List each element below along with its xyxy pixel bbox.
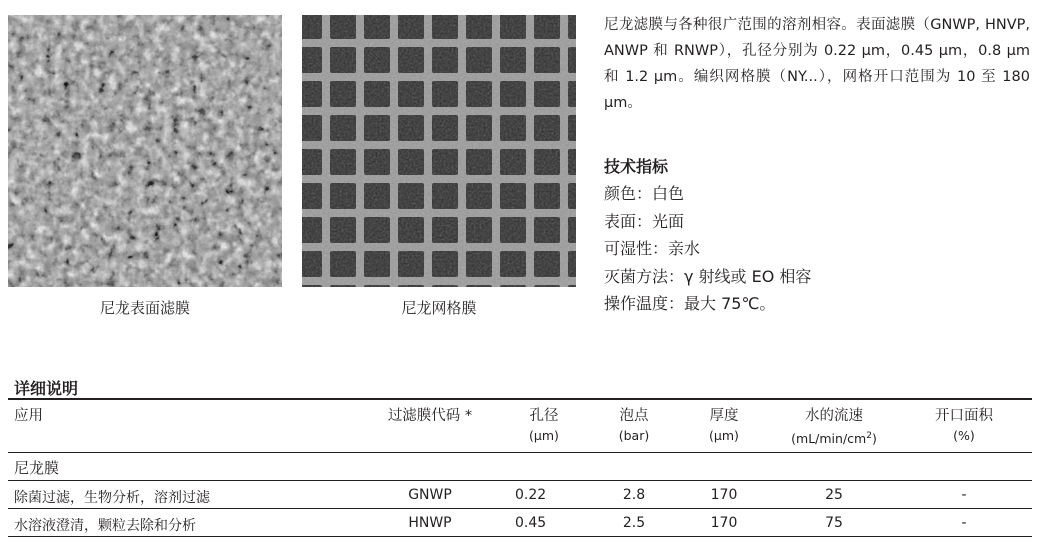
header-flow-rate: 水的流速 $(mL/\min/cm^2)$	[791, 408, 877, 447]
details-title: 详细说明	[14, 379, 79, 398]
row2-bubble: 2.5	[622, 515, 646, 531]
intro-paragraph: 尼龙滤膜与各种很广范围的溶剂相容。表面滤膜（GNWP, HNVP, ANWP 和 RNWP），孔径分别为 0.22 µm，0.45 µm，0.8 µm 和 1.2 µm。编织网格膜（NY...），网格开口范围为 10 至 180 µm。	[604, 17, 1030, 111]
header-bubble-point: 泡点 (bar)	[618, 408, 650, 443]
row2-open: -	[961, 515, 967, 531]
row1-open: -	[961, 487, 967, 503]
figure-caption-surface: 尼龙表面滤膜	[99, 299, 190, 317]
header-code: 过滤膜代码 *	[387, 408, 473, 424]
row2-pore: 0.45	[515, 515, 547, 531]
header-rule	[8, 452, 1032, 453]
row1-thickness: 170	[710, 487, 738, 503]
header-open-area: 开口面积 (%)	[935, 408, 993, 443]
row1-code: GNWP	[408, 487, 452, 503]
mesh-grid-texture	[302, 15, 576, 287]
specs-list	[604, 180, 811, 318]
row2-application: 水溶液澄清，颗粒去除和分析	[14, 518, 196, 534]
row1-flow: 25	[825, 487, 843, 503]
header-pore: 孔径 (µm)	[529, 408, 559, 443]
row2-flow: 75	[825, 515, 843, 531]
header-thickness: 厚度 (µm)	[709, 408, 739, 443]
header-application: 应用	[14, 408, 43, 424]
group-rule	[8, 480, 1032, 481]
spec-sterilization: 灭菌方法：γ 射线或 EO 相容	[604, 266, 812, 286]
spec-wettability: 可湿性：亲水	[604, 239, 701, 258]
group-nylon: 尼龙膜	[14, 459, 60, 477]
row2-thickness: 170	[710, 515, 738, 531]
row1-application: 除菌过滤，生物分析，溶剂过滤	[14, 490, 210, 506]
row2-rule	[8, 536, 1032, 537]
row2-code: HNWP	[408, 515, 452, 531]
spec-temperature: 操作温度：最大 75℃。	[604, 294, 776, 313]
row1-rule	[8, 508, 1032, 509]
row1-pore: 0.22	[515, 487, 547, 503]
sem-surface-texture	[8, 15, 282, 287]
nylon-mesh-membrane-image	[302, 15, 576, 287]
specs-title: 技术指标	[604, 157, 669, 176]
figure-caption-mesh: 尼龙网格膜	[401, 299, 477, 317]
table-top-rule	[8, 398, 1032, 400]
spec-color: 颜色：白色	[604, 184, 685, 203]
row1-bubble: 2.8	[622, 487, 646, 503]
nylon-surface-membrane-image	[8, 15, 282, 287]
spec-surface: 表面：光面	[604, 211, 685, 231]
